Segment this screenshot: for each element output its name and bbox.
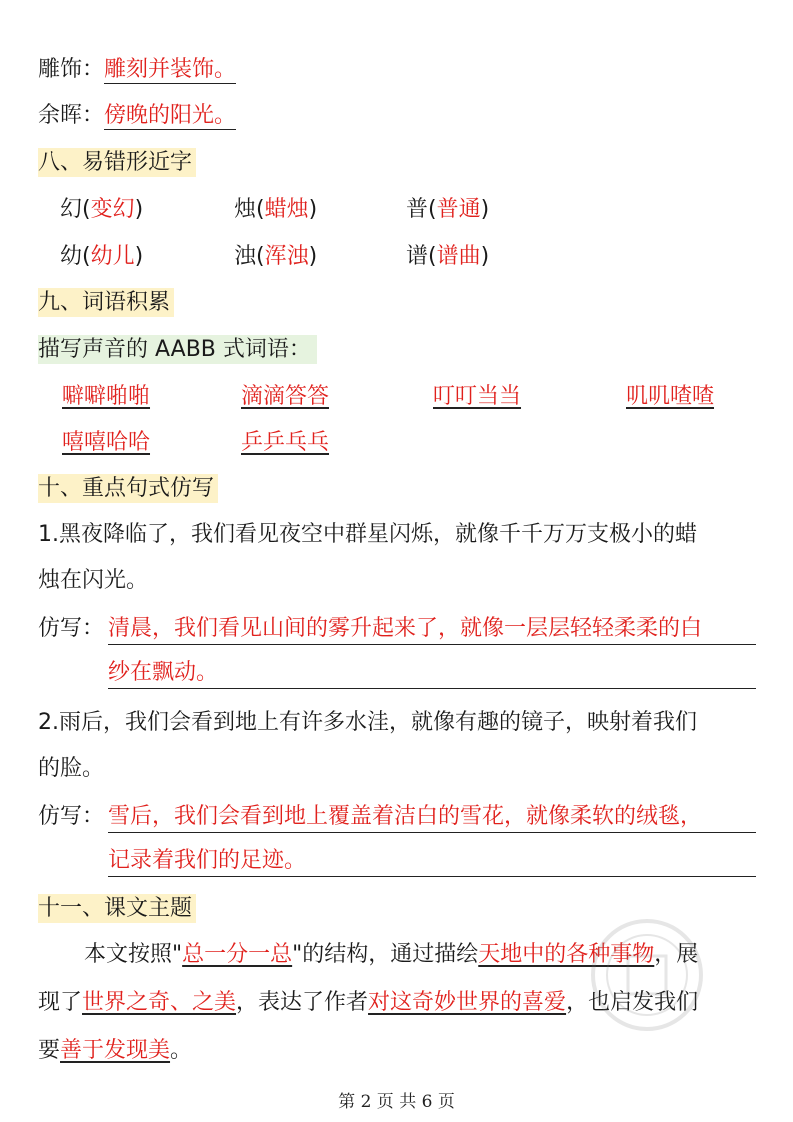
vocab-term: 余晖： [38, 103, 105, 128]
example-sentence: 1.黑夜降临了，我们看见夜空中群星闪烁，就像千千万万支极小的蜡 [38, 522, 697, 547]
vocab-meaning: 傍晚的阳光。 [104, 103, 237, 128]
aabb-word: 乒乒乓乓 [241, 430, 330, 455]
page-footer: 第 2 页 共 6 页 [338, 1092, 455, 1112]
subheading [38, 335, 317, 365]
section-9-title: 九、词语积累 [38, 288, 174, 317]
section-heading [38, 474, 218, 504]
imitation-answer: 记录着我们的足迹。 [108, 846, 756, 877]
similar-char: 幻(变幻) [60, 197, 144, 222]
theme-paragraph-line: 要善于发现美。 [38, 1038, 193, 1063]
section-9-subtitle: 描写声音的 AABB 式词语： [38, 335, 317, 364]
vocab-item [38, 55, 236, 85]
vocab-item [38, 101, 236, 131]
aabb-word: 嘻嘻哈哈 [62, 430, 151, 455]
imitation-answer: 清晨，我们看见山间的雾升起来了，就像一层层轻轻柔柔的白 [108, 614, 756, 645]
example-sentence: 2.雨后，我们会看到地上有许多水洼，就像有趣的镜子，映射着我们 [38, 710, 697, 735]
vocab-term: 雕饰： [38, 57, 105, 82]
aabb-word: 叮叮当当 [433, 384, 522, 409]
similar-char: 烛(蜡烛) [234, 197, 318, 222]
imitation-label: 仿写： [38, 804, 105, 829]
aabb-word: 噼噼啪啪 [62, 384, 151, 409]
similar-char: 浊(浑浊) [234, 244, 318, 269]
section-8-title: 八、易错形近字 [38, 148, 196, 177]
vocab-meaning: 雕刻并装饰。 [104, 57, 237, 82]
example-sentence: 烛在闪光。 [38, 568, 149, 593]
similar-char: 谱(谱曲) [406, 244, 490, 269]
section-heading [38, 288, 174, 318]
section-heading [38, 894, 196, 924]
example-sentence: 的脸。 [38, 756, 105, 781]
theme-paragraph-line: 本文按照"总一分一总"的结构，通过描绘天地中的各种事物，展 [84, 942, 699, 967]
aabb-word: 滴滴答答 [241, 384, 330, 409]
imitation-answer: 雪后，我们会看到地上覆盖着洁白的雪花，就像柔软的绒毯， [108, 802, 756, 833]
imitation-label: 仿写： [38, 616, 105, 641]
similar-char: 普(普通) [406, 197, 490, 222]
imitation-answer: 纱在飘动。 [108, 658, 756, 689]
aabb-word: 叽叽喳喳 [626, 384, 715, 409]
watermark-stamp-icon [588, 916, 706, 1034]
section-10-title: 十、重点句式仿写 [38, 474, 218, 503]
section-heading [38, 148, 196, 178]
section-11-title: 十一、课文主题 [38, 894, 196, 923]
similar-char: 幼(幼儿) [60, 244, 144, 269]
theme-paragraph-line: 现了世界之奇、之美，表达了作者对这奇妙世界的喜爱，也启发我们 [38, 990, 699, 1015]
